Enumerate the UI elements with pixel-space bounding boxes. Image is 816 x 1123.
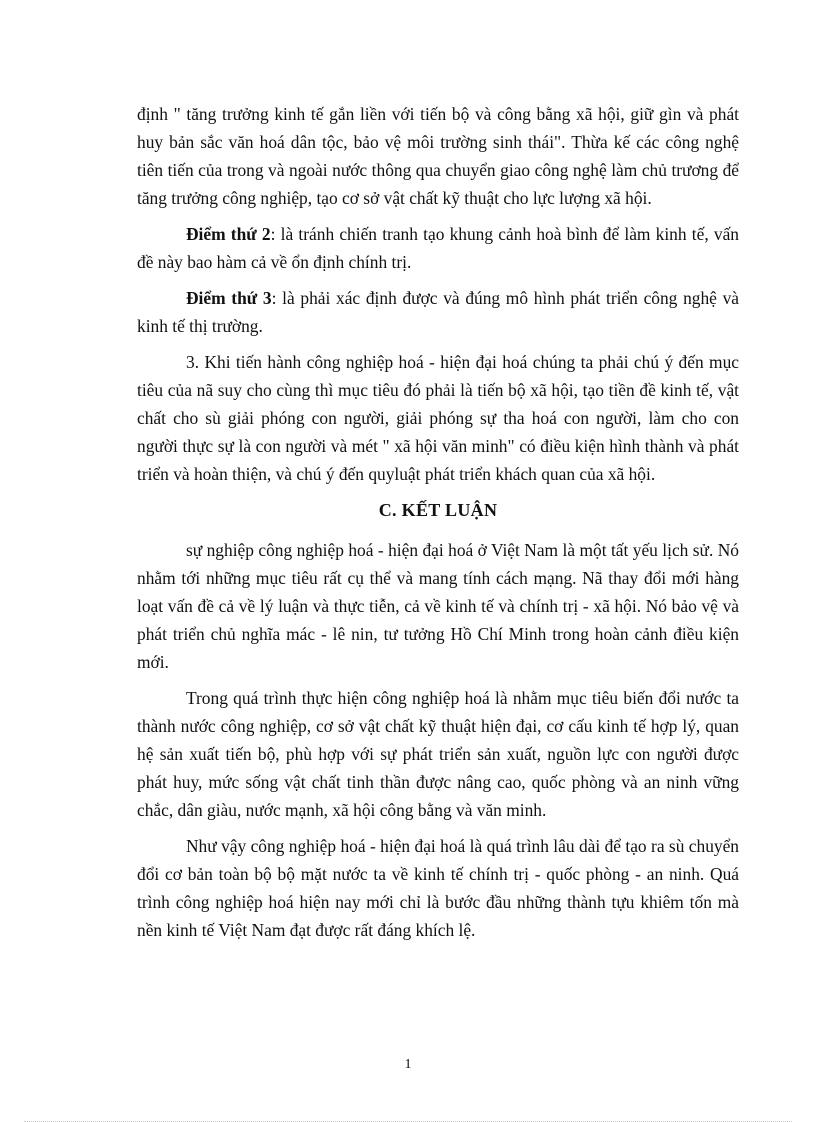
paragraph-point-3 [137,284,739,340]
point-2-label: Điểm thứ 2 [186,224,271,244]
paragraph-conclusion-1: sự nghiệp công nghiệp hoá - hiện đại hoá ở Việt Nam là một tất yếu lịch sử. Nó nhằm tới những mục tiêu rất cụ thể và mang tính cách mạng. Nã thay đổi mới hàng loạt vấn đề cả về lý luận và thực tiễn, cả về kinh tế và chính trị - xã hội. Nó bảo vệ và phát triển chủ nghĩa mác - lê nin, tư tưởng Hồ Chí Minh trong hoàn cảnh điều kiện mới. [137,540,739,672]
paragraph-point-2 [137,220,739,276]
point-3-text: : là phải xác định được và đúng mô hình phát triển công nghệ và kinh tế thị trường. [137,288,739,336]
paragraph-1: định " tăng trưởng kinh tế gắn liền với tiến bộ và công bằng xã hội, giữ gìn và phát huy bản sắc văn hoá dân tộc, bảo vệ môi trường sinh thái". Thừa kế các công nghệ tiên tiến của trong và ngoài nước thông qua chuyển giao công nghệ làm chủ trương để tăng trưởng công nghiệp, tạo cơ sở vật chất kỹ thuật cho lực lượng xã hội. [137,104,739,208]
paragraph-conclusion-3: Như vậy công nghiệp hoá - hiện đại hoá là quá trình lâu dài để tạo ra sù chuyển đổi cơ bản toàn bộ bộ mặt nước ta về kinh tế chính trị - quốc phòng - an ninh. Quá trình công nghiệp hoá hiện nay mới chỉ là bước đầu những thành tựu khiêm tốn mà nền kinh tế Việt Nam đạt được rất đáng khích lệ. [137,836,739,940]
document-page [137,100,739,952]
paragraph-section-3: 3. Khi tiến hành công nghiệp hoá - hiện đại hoá chúng ta phải chú ý đến mục tiêu của nã suy cho cùng thì mục tiêu đó phải là tiến bộ xã hội, tạo tiền đề kinh tế, vật chất cho sù giải phóng con người, giải phóng sự tha hoá con người, làm cho con người thực sự là con người và mét " xã hội văn minh" có điều kiện hình thành và phát triển và hoàn thiện, và chú ý đến quyluật phát triển khách quan của xã hội. [137,352,739,484]
section-heading-conclusion: C. KẾT LUẬN [378,500,498,520]
point-2-text: : là tránh chiến tranh tạo khung cảnh hoà bình để làm kinh tế, vấn đề này bao hàm cả về ổn định chính trị. [137,224,739,272]
page-number: 1 [404,1057,412,1072]
footer-divider [24,1121,792,1122]
point-3-label: Điểm thứ 3 [186,288,272,308]
paragraph-conclusion-2: Trong quá trình thực hiện công nghiệp hoá là nhằm mục tiêu biến đổi nước ta thành nước công nghiệp, cơ sở vật chất kỹ thuật hiện đại, cơ cấu kinh tế hợp lý, quan hệ sản xuất tiến bộ, phù hợp với sự phát triển sản xuất, nguồn lực con người được phát huy, mức sống vật chất tinh thần được nâng cao, quốc phòng và an ninh vững chắc, dân giàu, nước mạnh, xã hội công bằng và văn minh. [137,688,739,820]
